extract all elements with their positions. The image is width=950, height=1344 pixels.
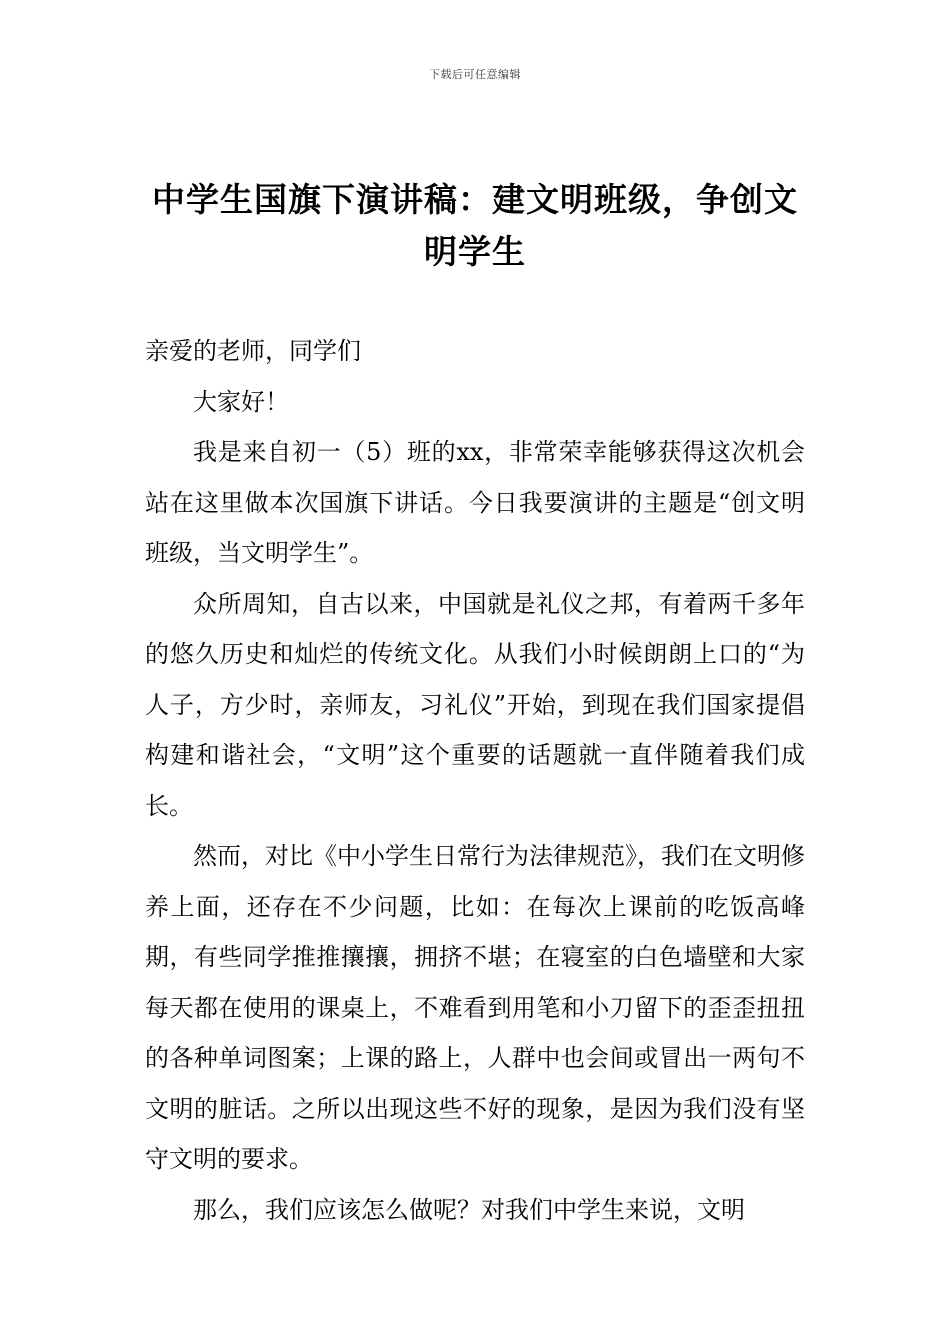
document-title: 中学生国旗下演讲稿：建文明班级，争创文明学生 [152, 180, 798, 271]
paragraph-greeting: 大家好！ [193, 387, 289, 416]
paragraph-tradition: 众所周知，自古以来，中国就是礼仪之邦，有着两千多年的悠久历史和灿烂的传统文化。从我们小时候朗朗上口的“为人子，方少时，亲师友，习礼仪”开始，到现在我们国家提倡构建和谐社会，“文明”这个重要的话题就一直伴随着我们成长。 [145, 589, 805, 820]
paragraph-introduction: 我是来自初一（5）班的xx，非常荣幸能够获得这次机会站在这里做本次国旗下讲话。今日我要演讲的主题是“创文明班级，当文明学生”。 [145, 438, 805, 567]
paragraph-problems: 然而，对比《中小学生日常行为法律规范》，我们在文明修养上面，还存在不少问题，比如：在每次上课前的吃饭高峰期，有些同学推推攘攘，拥挤不堪；在寝室的白色墙壁和大家每天都在使用的课桌上，不难看到用笔和小刀留下的歪歪扭扭的各种单词图案；上课的路上，人群中也会间或冒出一两句不文明的脏话。之所以出现这些不好的现象，是因为我们没有坚守文明的要求。 [145, 842, 805, 1173]
salutation: 亲爱的老师，同学们 [145, 337, 361, 365]
header-note: 下载后可任意编辑 [429, 68, 521, 81]
paragraph-what-to-do: 那么，我们应该怎么做呢？对我们中学生来说，文明 [193, 1195, 745, 1224]
document-body [145, 326, 805, 1235]
